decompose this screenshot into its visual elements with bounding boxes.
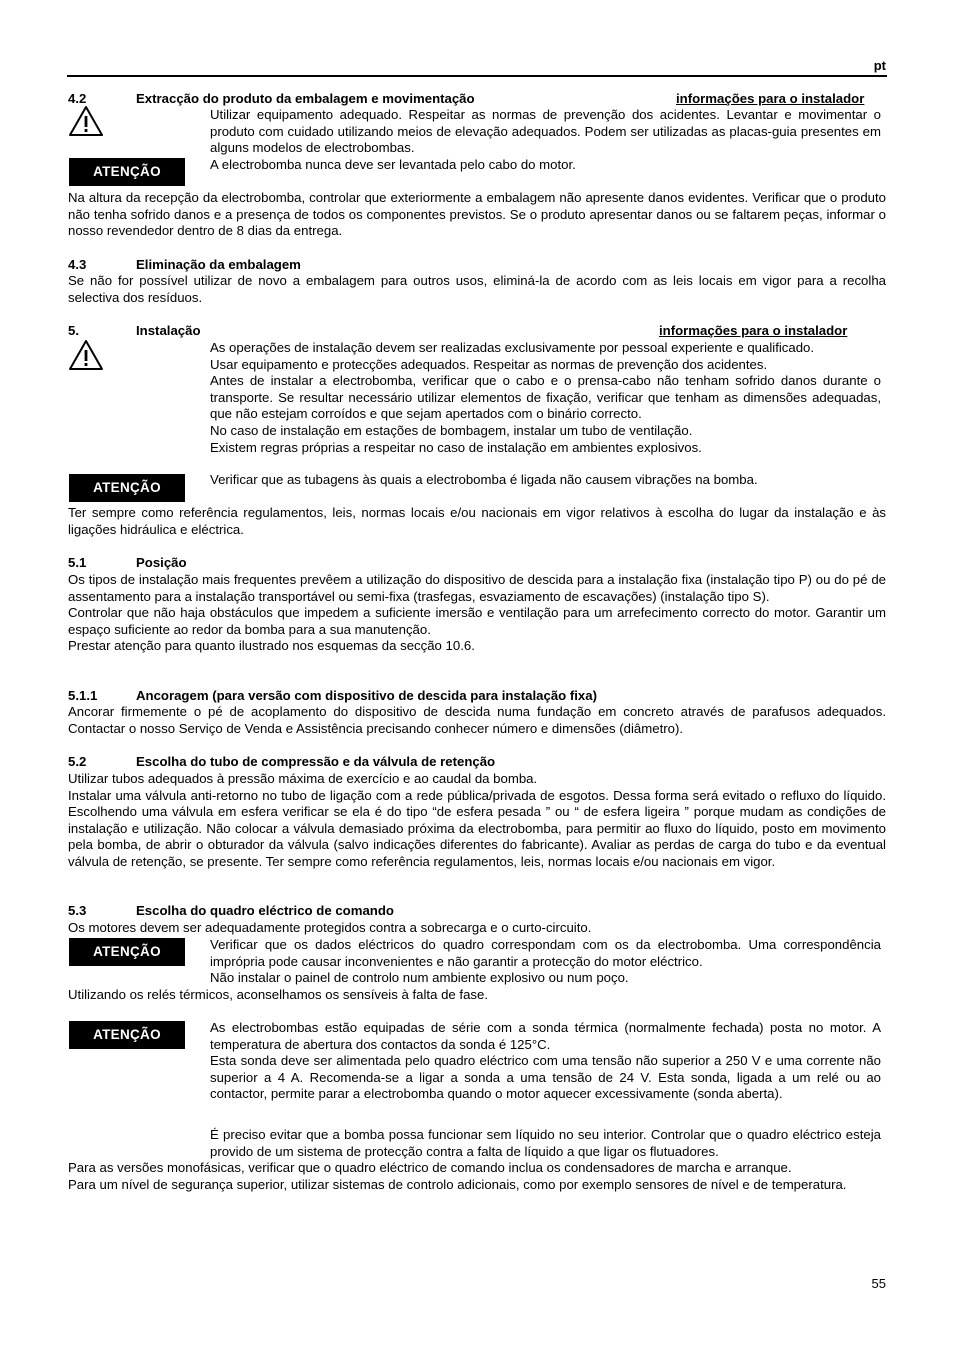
section-number-5-1: 5.1 [68, 555, 87, 570]
attention-badge: ATENÇÃO [69, 938, 185, 966]
s53-dry-run-warning: É preciso evitar que a bomba possa funcionar sem líquido no seu interior. Controlar que o quadro eléctrico esteja provido de um sistema de protecção contra a falta de líquido a que ligar os flutuadores. [210, 1127, 881, 1159]
s51-paragraph-2: Controlar que não haja obstáculos que impedem a suficiente imersão e ventilação para um arrefecimento correcto do motor. Garantir um espaço suficiente ao redor da bomba para a sua manutenção. [68, 605, 886, 637]
s52-body [68, 771, 886, 871]
s43-paragraph: Se não for possível utilizar de novo a embalagem para outros usos, eliminá-la de acordo com as leis locais em vigor para a recolha selectiva dos resíduos. [68, 273, 886, 305]
page-number: 55 [871, 1276, 886, 1291]
attention-badge: ATENÇÃO [69, 1021, 185, 1049]
s42-cable-warning: A electrobomba nunca deve ser levantada pelo cabo do motor. [210, 157, 576, 172]
s5-line-3: Antes de instalar a electrobomba, verificar que o cabo e o prensa-cabo não tenham sofrido danos durante o transporte. Se resultar necessário utilizar elementos de fixação, verificar que tenham as dimensões adequadas, que não estejam corroídos e que sejam apertados com o binário correcto. [210, 373, 881, 422]
s5-instructions [210, 340, 881, 456]
s5-line-4: No caso de instalação em estações de bombagem, instalar um tubo de ventilação. [210, 422, 693, 438]
header-rule [67, 75, 887, 77]
s53-indent-2: Não instalar o painel de controlo num ambiente explosivo ou num poço. [210, 970, 629, 986]
s52-paragraph-2: Instalar uma válvula anti-retorno no tubo de ligação com a rede pública/privada de esgotos. Dessa forma será evitado o refluxo do líquido. Escolhendo uma válvula em esfera verificar se ela é do tipo “de esfera pesada ” ou “ de esfera ligeira ” porque mudam as condições de instalação e utilização. Não colocar a válvula demasiado próxima da electrobomba, para permitir ao fluxo do líquido, posto em movimento pela bomba, de abrir o obturador da válvula (salvo indicações diferentes do fabricante). Avaliar as perdas de carga do tubo e da eventual válvula de retenção, se presente. Ter sempre como referência regulamentos, leis, normas locais e/ou nacionais em vigor. [68, 787, 886, 869]
s5-line-5: Existem regras próprias a respeitar no caso de instalação em ambientes explosivos. [210, 439, 702, 455]
s511-paragraph: Ancorar firmemente o pé de acoplamento do dispositivo de descida numa fundação em concreto através de parafusos adequados. Contactar o nosso Serviço de Venda e Assistência precisando conhecer número e dimensões (diâmetro). [68, 704, 886, 736]
attention-badge: ATENÇÃO [69, 474, 185, 502]
s51-body [68, 572, 886, 655]
section-title-5-3: Escolha do quadro eléctrico de comando [136, 903, 394, 918]
s53-paragraph-4: Para um nível de segurança superior, utilizar sistemas de controlo adicionais, como por exemplo sensores de nível e de temperatura. [68, 1176, 847, 1192]
section-number-5-1-1: 5.1.1 [68, 688, 98, 703]
section-number-5-3: 5.3 [68, 903, 87, 918]
s5-paragraph: Ter sempre como referência regulamentos, leis, normas locais e/ou nacionais em vigor relativos à escolha do lugar da instalação e às ligações hidráulica e eléctrica. [68, 505, 886, 537]
s53-indent-4: Esta sonda deve ser alimentada pelo quadro eléctrico com uma tensão não superior a 250 V e uma corrente não superior a 4 A. Recomenda-se a ligar a sonda a uma tensão de 24 V. Esta sonda, ligada a um relé ou ao contactor, permite parar a electrobomba quando o motor aquecer excessivamente (sonda aberta). [210, 1053, 881, 1102]
installer-info-label: informações para o instalador [659, 323, 848, 338]
s53-thermal-probe [210, 1020, 881, 1103]
section-number-4-3: 4.3 [68, 257, 87, 272]
s5-vibration-warning: Verificar que as tubagens às quais a electrobomba é ligada não causem vibrações na bomba. [210, 472, 758, 487]
s51-paragraph-3: Prestar atenção para quanto ilustrado nos esquemas da secção 10.6. [68, 638, 475, 654]
s52-paragraph-1: Utilizar tubos adequados à pressão máxima de exercício e ao caudal da bomba. [68, 771, 538, 786]
warning-icon [68, 105, 104, 137]
s53-paragraph-3: Para as versões monofásicas, verificar que o quadro eléctrico de comando inclua os condensadores de marcha e arranque. [68, 1160, 792, 1175]
section-title-4-2: Extracção do produto da embalagem e movimentação [136, 91, 475, 106]
s53-paragraph-2: Utilizando os relés térmicos, aconselhamos os sensíveis à falta de fase. [68, 987, 489, 1002]
s53-indent-1: Verificar que os dados eléctricos do quadro correspondam com os da electrobomba. Uma correspondência imprópria pode causar inconvenientes e não garantir a protecção do motor eléctrico. [210, 937, 881, 969]
installer-info-label: informações para o instalador [676, 91, 865, 106]
attention-badge: ATENÇÃO [69, 158, 185, 186]
language-code: pt [873, 58, 886, 73]
section-number-5-2: 5.2 [68, 754, 87, 769]
s53-indent-3: As electrobombas estão equipadas de série com a sonda térmica (normalmente fechada) posta no motor. A temperatura de abertura dos contactos da sonda é 125°C. [210, 1020, 881, 1052]
section-title-4-3: Eliminação da embalagem [136, 257, 301, 272]
s53-electrical-warning [210, 937, 881, 987]
section-title-5: Instalação [136, 323, 201, 338]
s5-line-1: As operações de instalação devem ser realizadas exclusivamente por pessoal experiente e qualificado. [210, 340, 815, 355]
s53-paragraph-1: Os motores devem ser adequadamente protegidos contra a sobrecarga e o curto-circuito. [68, 920, 592, 935]
s51-paragraph-1: Os tipos de instalação mais frequentes prevêem a utilização do dispositivo de descida para a instalação fixa (instalação tipo P) ou do pé de assentamento para a instalação transportável ou semi-fixa (trasfegas, esvaziamento de escavações) (instalação tipo S). [68, 572, 886, 604]
section-title-5-1: Posição [136, 555, 187, 570]
section-title-5-2: Escolha do tubo de compressão e da válvula de retenção [136, 754, 496, 769]
s5-line-2: Usar equipamento e protecções adequados. Respeitar as normas de prevenção dos acidentes. [210, 356, 768, 372]
section-title-5-1-1: Ancoragem (para versão com dispositivo de descida para instalação fixa) [136, 688, 597, 703]
section-number-5: 5. [68, 323, 79, 338]
s42-instruction: Utilizar equipamento adequado. Respeitar as normas de prevenção dos acidentes. Levantar e movimentar o produto com cuidado utilizando meios de elevação adequados. Podem ser utilizadas as placas-guia presentes em alguns modelos de electrobombas. [210, 107, 881, 156]
section-number-4-2: 4.2 [68, 91, 87, 106]
s42-paragraph: Na altura da recepção da electrobomba, controlar que exteriormente a embalagem não apresente danos evidentes. Verificar que o produto não tenha sofrido danos e a presença de todos os componentes previstos. Se o produto apresentar danos ou se faltarem peças, informar o nosso revendedor dentro de 8 dias da entrega. [68, 190, 886, 239]
warning-icon [68, 339, 104, 371]
s53-closing [68, 1160, 886, 1193]
